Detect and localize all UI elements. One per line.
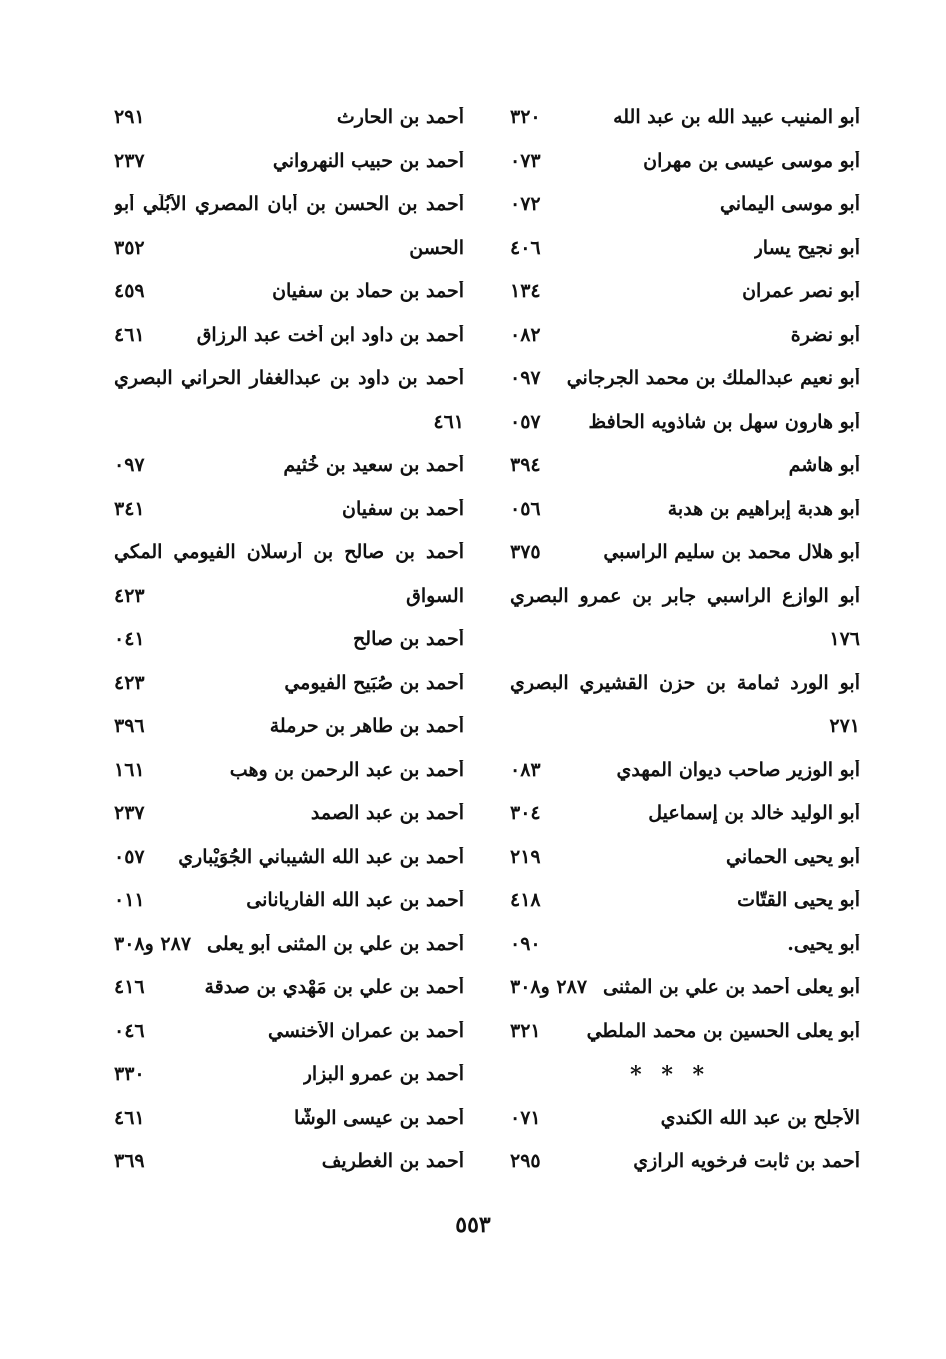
entry-page-ref: ٠٨٢ bbox=[510, 323, 541, 346]
index-entry bbox=[510, 879, 860, 923]
entry-name: أحمد بن الغطريف bbox=[321, 1151, 464, 1173]
entry-name: أبو الوزير صاحب ديوان المهدي bbox=[616, 759, 860, 781]
entry-name: أبو هارون سهل بن شاذويه الحافظ bbox=[588, 411, 860, 433]
entry-name: أبو الوليد خالد بن إسماعيل bbox=[648, 803, 860, 825]
index-entry bbox=[510, 96, 860, 140]
index-entry bbox=[114, 1010, 464, 1054]
entry-name: أحمد بن عمران الأخنسي bbox=[268, 1020, 464, 1042]
entry-page-ref: ٤٦١ bbox=[114, 1106, 145, 1129]
index-entry bbox=[114, 140, 464, 184]
index-entry bbox=[114, 96, 464, 140]
entry-page-ref: ٢٣٧ bbox=[114, 149, 145, 172]
entry-name: الأجلح بن عبد الله الكندي bbox=[660, 1107, 860, 1129]
entry-page-ref: ٣٦٩ bbox=[114, 1150, 145, 1173]
index-entry bbox=[510, 314, 860, 358]
entry-page-ref: ٢٩٥ bbox=[510, 1150, 541, 1173]
index-entry bbox=[510, 923, 860, 967]
entry-page-ref: ١٦١ bbox=[114, 758, 145, 781]
index-column-right bbox=[510, 96, 860, 1184]
index-entry bbox=[114, 357, 464, 401]
entry-page-ref: ٠٥٦ bbox=[510, 497, 541, 520]
index-entry bbox=[510, 531, 860, 575]
entry-name: أحمد بن علي بن المثنى أبو يعلى bbox=[207, 933, 464, 955]
entry-name: أحمد بن داود ابن أخت عبد الرزاق bbox=[196, 324, 464, 346]
index-entry bbox=[114, 618, 464, 662]
index-entry bbox=[114, 879, 464, 923]
entry-name: أبو هلال محمد بن سليم الراسبي bbox=[603, 542, 860, 564]
index-entry bbox=[510, 1140, 860, 1184]
index-entry bbox=[510, 444, 860, 488]
entry-page-ref: ٣٣٠ bbox=[114, 1063, 145, 1086]
index-entry bbox=[510, 401, 860, 445]
entry-name: أبو الوازع الراسبي جابر بن عمرو البصري bbox=[510, 585, 860, 607]
entry-name: أبو نصر عمران bbox=[742, 281, 860, 303]
entry-name: أبو هدبة إبراهيم بن هدبة bbox=[667, 498, 860, 520]
entry-name: السواق bbox=[406, 585, 464, 607]
entry-name: أحمد بن عبد الصمد bbox=[310, 803, 464, 825]
index-entry bbox=[114, 401, 464, 445]
entry-name: أحمد بن الحسن بن أبان المصري الأبُلِّي أبو bbox=[114, 194, 464, 216]
entry-page-ref: ٠٩٧ bbox=[510, 367, 541, 390]
entry-page-ref: ١٣٤ bbox=[510, 280, 541, 303]
entry-page-ref: ٤٦١ bbox=[114, 323, 145, 346]
entry-page-ref: ٢٣٧ bbox=[114, 802, 145, 825]
entry-page-ref: ٣٥٢ bbox=[114, 236, 145, 259]
entry-page-ref: ١٧٦ bbox=[829, 628, 860, 651]
index-entry bbox=[510, 140, 860, 184]
index-entry bbox=[114, 923, 464, 967]
entry-page-ref: ٤١٨ bbox=[510, 889, 541, 912]
entry-page-ref: ٢٨٧ و٣٠٨ bbox=[510, 976, 588, 999]
entry-name: أحمد بن داود بن عبدالغفار الحراني البصري bbox=[114, 368, 464, 390]
entry-name: أحمد بن ثابت فرخويه الرازي bbox=[633, 1151, 860, 1173]
entry-name: أحمد بن حبيب النهرواني bbox=[272, 150, 464, 172]
entry-name: أبو يحيى. bbox=[787, 933, 860, 955]
index-entry bbox=[114, 444, 464, 488]
entry-name: أبو يعلى الحسين بن محمد الملطي bbox=[586, 1020, 860, 1042]
entry-name: أحمد بن عبد الرحمن بن وهب bbox=[229, 759, 464, 781]
index-entry bbox=[114, 488, 464, 532]
entry-page-ref: ٠٥٧ bbox=[510, 410, 541, 433]
index-entry bbox=[114, 792, 464, 836]
entry-name: أبو نضرة bbox=[790, 324, 860, 346]
index-entry bbox=[114, 662, 464, 706]
index-entry bbox=[114, 1097, 464, 1141]
entry-page-ref: ٠٤٦ bbox=[114, 1019, 145, 1042]
entry-page-ref: ٢٧١ bbox=[829, 715, 860, 738]
entry-page-ref: ٣٤١ bbox=[114, 497, 145, 520]
index-entry bbox=[114, 1053, 464, 1097]
entry-name: أبو يحيى القتّات bbox=[737, 890, 860, 912]
index-entry bbox=[510, 227, 860, 271]
index-entry bbox=[510, 966, 860, 1010]
entry-page-ref: ٤٢٣ bbox=[114, 671, 145, 694]
entry-page-ref: ٠٧٣ bbox=[510, 149, 541, 172]
index-entry bbox=[510, 183, 860, 227]
index-entry bbox=[510, 1053, 860, 1097]
entry-name: أحمد بن علي بن مَهْدي بن صدقة bbox=[204, 977, 464, 999]
entry-page-ref: ٤٢٣ bbox=[114, 584, 145, 607]
index-entry bbox=[114, 966, 464, 1010]
index-entry bbox=[114, 270, 464, 314]
entry-page-ref: ٠٧١ bbox=[510, 1106, 541, 1129]
entry-name: أحمد بن طاهر بن حرملة bbox=[269, 716, 464, 738]
entry-name: أحمد بن عمرو البزار bbox=[302, 1064, 464, 1086]
index-entry bbox=[510, 705, 860, 749]
entry-page-ref: ٢١٩ bbox=[510, 845, 541, 868]
entry-name: أحمد بن صالح بن أرسلان الفيومي المكي bbox=[114, 542, 464, 564]
entry-name: أبو موسى عيسى بن مهران bbox=[643, 150, 860, 172]
entry-name: أحمد بن سعيد بن خُثيم bbox=[283, 455, 464, 477]
entry-page-ref: ٠٩٧ bbox=[114, 454, 145, 477]
index-entry bbox=[114, 227, 464, 271]
index-entry bbox=[510, 357, 860, 401]
entry-name: أحمد بن عبد الله الشيباني الجُوَيْباري bbox=[178, 846, 464, 868]
index-entry bbox=[510, 836, 860, 880]
index-entry bbox=[510, 1010, 860, 1054]
index-entry bbox=[114, 749, 464, 793]
entry-name: أحمد بن حماد بن سفيان bbox=[272, 281, 464, 303]
entry-name: أحمد بن صالح bbox=[353, 629, 464, 651]
entry-page-ref: ٣٠٤ bbox=[510, 802, 541, 825]
index-entry bbox=[510, 575, 860, 619]
entry-page-ref: ٠٤١ bbox=[114, 628, 145, 651]
index-entry bbox=[114, 183, 464, 227]
entry-name: أبو الورد ثمامة بن حزن القشيري البصري bbox=[510, 672, 860, 694]
section-separator: * * * bbox=[630, 1062, 710, 1087]
entry-name: أبو نعيم عبدالملك بن محمد الجرجاني bbox=[566, 368, 860, 390]
page-number: ٥٥٣ bbox=[455, 1212, 491, 1238]
entry-page-ref: ٣٢٠ bbox=[510, 106, 541, 129]
index-entry bbox=[114, 314, 464, 358]
index-entry bbox=[510, 618, 860, 662]
entry-name: أحمد بن عيسى الوشّا bbox=[293, 1107, 464, 1129]
entry-page-ref: ٣٩٤ bbox=[510, 454, 541, 477]
index-entry bbox=[114, 705, 464, 749]
entry-page-ref: ٤٦١ bbox=[433, 410, 464, 433]
entry-name: أبو موسى اليماني bbox=[719, 194, 860, 216]
entry-name: أحمد بن عبد الله الفاريانانى bbox=[246, 890, 464, 912]
entry-page-ref: ٢٨٧ و٣٠٨ bbox=[114, 932, 192, 955]
index-entry bbox=[510, 488, 860, 532]
index-entry bbox=[510, 792, 860, 836]
index-entry bbox=[510, 749, 860, 793]
entry-name: أبو يعلى أحمد بن علي بن المثنى bbox=[603, 977, 860, 999]
entry-name: أحمد بن صُبَيح الفيومي bbox=[284, 672, 464, 694]
entry-page-ref: ٠٥٧ bbox=[114, 845, 145, 868]
entry-page-ref: ٣٩٦ bbox=[114, 715, 145, 738]
entry-name: أبو هاشم bbox=[788, 455, 860, 477]
index-entry bbox=[114, 531, 464, 575]
index-column-left bbox=[114, 96, 464, 1184]
entry-page-ref: ٢٩١ bbox=[114, 106, 145, 129]
entry-name: أبو يحيى الحماني bbox=[726, 846, 860, 868]
entry-page-ref: ٠٨٣ bbox=[510, 758, 541, 781]
entry-page-ref: ٤١٦ bbox=[114, 976, 145, 999]
entry-page-ref: ٠١١ bbox=[114, 889, 145, 912]
entry-page-ref: ٠٧٢ bbox=[510, 193, 541, 216]
index-entry bbox=[114, 836, 464, 880]
entry-name: أبو نجيح يسار bbox=[753, 237, 860, 259]
entry-name: أبو المنيب عبيد الله بن عبد الله bbox=[613, 107, 860, 129]
entry-page-ref: ٣٢١ bbox=[510, 1019, 541, 1042]
entry-name: أحمد بن الحارث bbox=[336, 107, 464, 129]
index-entry bbox=[510, 662, 860, 706]
entry-page-ref: ٤٠٦ bbox=[510, 236, 541, 259]
entry-name: أحمد بن سفيان bbox=[342, 498, 464, 520]
index-entry bbox=[510, 1097, 860, 1141]
entry-name: الحسن bbox=[409, 237, 464, 259]
index-entry bbox=[114, 1140, 464, 1184]
index-entry bbox=[114, 575, 464, 619]
entry-page-ref: ٣٧٥ bbox=[510, 541, 541, 564]
entry-page-ref: ٠٩٠ bbox=[510, 932, 541, 955]
index-entry bbox=[510, 270, 860, 314]
entry-page-ref: ٤٥٩ bbox=[114, 280, 145, 303]
